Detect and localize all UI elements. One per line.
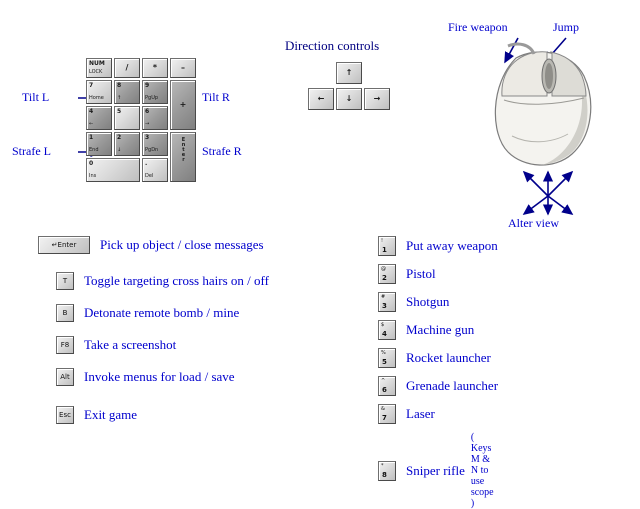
key-cap-top: $ [381,322,385,328]
list-item [56,336,176,354]
key-cap-top: # [381,294,386,300]
key-cap-bottom: Ins [89,173,97,179]
key-arrow-right[interactable] [364,88,390,110]
key-numpad-7-home[interactable] [86,80,112,104]
key-cap-bottom: ↓ [117,147,122,153]
key-cap-bottom: PgDn [145,147,159,153]
key-numpad-3-pgdn[interactable] [142,132,168,156]
list-item [378,404,435,424]
key-cap-bottom: Home [89,95,104,101]
key-cap-bottom: ← [89,121,94,127]
key-cap-bottom: LOCK [89,69,103,75]
key-4[interactable] [378,320,396,340]
action-label: Invoke menus for load / save [84,369,235,384]
label-strafe-r: Strafe R [202,144,242,158]
key-cap-top: ↵Enter [51,241,77,249]
key-cap-top: ↓ [345,94,353,103]
key-cap-top: 8 [117,82,122,89]
weapon-label: Machine gun [406,322,475,337]
action-label: Take a screenshot [84,337,177,352]
key-5[interactable] [378,348,396,368]
key-3[interactable] [378,292,396,312]
key-cap-top: / [125,63,129,72]
key-cap-top: % [381,350,386,356]
weapon-label: Pistol [406,266,436,281]
list-item [56,272,269,290]
key-arrow-up[interactable] [336,62,362,84]
list-item [378,320,474,340]
key-numpad-9-pgup[interactable] [142,80,168,104]
key-cap-bottom: 3 [382,302,387,310]
key-cap-bottom: 1 [382,246,387,254]
weapon-label: Put away weapon [406,238,498,253]
key-cap-bottom: Del [145,173,154,179]
key-cap-top: ← [317,94,325,103]
label-strafe-l: Strafe L [12,144,51,158]
key-t[interactable] [56,272,74,290]
label-tilt-r: Tilt R [202,90,230,104]
list-item [378,348,491,368]
key-7[interactable] [378,404,396,424]
weapon-label: Shotgun [406,294,450,309]
key-8[interactable] [378,461,396,481]
key-arrow-down[interactable] [336,88,362,110]
key-numpad-1-end[interactable] [86,132,112,156]
weapon-label: Grenade launcher [406,378,499,393]
action-label: Toggle targeting cross hairs on / off [84,273,269,288]
list-item [378,236,498,256]
key-cap-bottom: → [145,121,150,127]
key-1[interactable] [378,236,396,256]
key-numpad-multiply[interactable] [142,58,168,78]
key-numpad-6-right[interactable] [142,106,168,130]
label-jump: Jump [553,20,580,34]
action-label: Exit game [84,407,138,422]
numpad-group [84,58,187,188]
key-cap-top: Esc [59,411,71,419]
key-cap-top: – [181,63,185,72]
arrow-keys-group [306,62,398,114]
key-6[interactable] [378,376,396,396]
key-cap-top: ↑ [345,68,353,77]
key-cap-top: → [373,94,381,103]
mouse-illustration [468,40,618,180]
weapon-note: ( Keys M & N to use scope ) [470,432,494,509]
key-arrow-left[interactable] [308,88,334,110]
label-alter-view: Alter view [508,216,559,230]
key-numpad-2-down[interactable] [114,132,140,156]
key-alt[interactable] [56,368,74,386]
key-cap-top: 6 [145,108,150,115]
list-item [56,368,235,386]
list-item [38,236,264,254]
key-cap-top: 9 [145,82,150,89]
label-tilt-l: Tilt L [22,90,50,104]
key-cap-top: + [179,100,187,109]
key-cap-top: F8 [60,341,70,349]
key-numpad-del[interactable] [142,158,168,182]
key-cap-top: 5 [117,108,122,115]
key-cap-top: Alt [60,373,70,381]
key-cap-top: B [62,309,68,317]
key-cap-bottom: End [89,147,99,153]
action-label: Detonate remote bomb / mine [84,305,240,320]
weapon-label: Laser [406,406,435,421]
key-cap-top: ^ [381,378,386,384]
key-f8[interactable] [56,336,74,354]
key-cap-top: 2 [117,134,122,141]
key-cap-bottom: PgUp [145,95,159,101]
key-cap-bottom: ↑ [117,95,122,101]
key-b[interactable] [56,304,74,322]
list-item [378,264,436,284]
key-enter[interactable] [38,236,90,254]
key-cap-top: NUM [89,60,105,67]
key-numpad-plus[interactable] [170,80,196,130]
key-2[interactable] [378,264,396,284]
key-num-lock[interactable] [86,58,112,78]
key-cap-bottom: 8 [382,470,387,479]
key-cap-top: . [145,160,148,167]
key-cap-top: 4 [89,108,94,115]
key-cap-top: 7 [89,82,94,89]
key-cap-top: 3 [145,134,150,141]
key-cap-top: & [381,406,385,412]
list-item [378,376,498,396]
key-numpad-0-ins[interactable] [86,158,140,182]
list-item [378,292,449,312]
list-item [56,406,137,424]
key-numpad-5[interactable] [114,106,140,130]
key-cap-bottom: 7 [382,414,387,422]
action-label: Pick up object / close messages [100,237,264,252]
key-cap-top: @ [381,266,386,272]
key-cap-top: * [152,63,158,72]
list-item [378,432,494,509]
key-cap-bottom: 2 [382,274,387,282]
key-esc[interactable] [56,406,74,424]
key-numpad-minus[interactable] [170,58,196,78]
key-numpad-8-up[interactable] [114,80,140,104]
key-numpad-enter[interactable] [170,132,196,182]
key-cap-top: * [381,462,384,469]
key-cap-top: T [62,277,68,285]
key-cap-top: 1 [89,134,94,141]
key-cap-bottom: 5 [382,358,387,366]
key-cap-bottom: 6 [382,386,387,394]
key-cap-top: ! [381,238,384,244]
key-numpad-4-left[interactable] [86,106,112,130]
key-numpad-divide[interactable] [114,58,140,78]
key-cap-bottom: 4 [382,330,387,338]
weapon-label: Rocket launcher [406,350,491,365]
direction-controls-title: Direction controls [285,38,380,53]
key-cap-top: 0 [89,160,94,167]
weapon-label: Sniper rifle [406,462,465,478]
list-item [56,304,239,322]
label-fire-weapon: Fire weapon [448,20,508,34]
key-cap-top: Enter [180,137,187,162]
